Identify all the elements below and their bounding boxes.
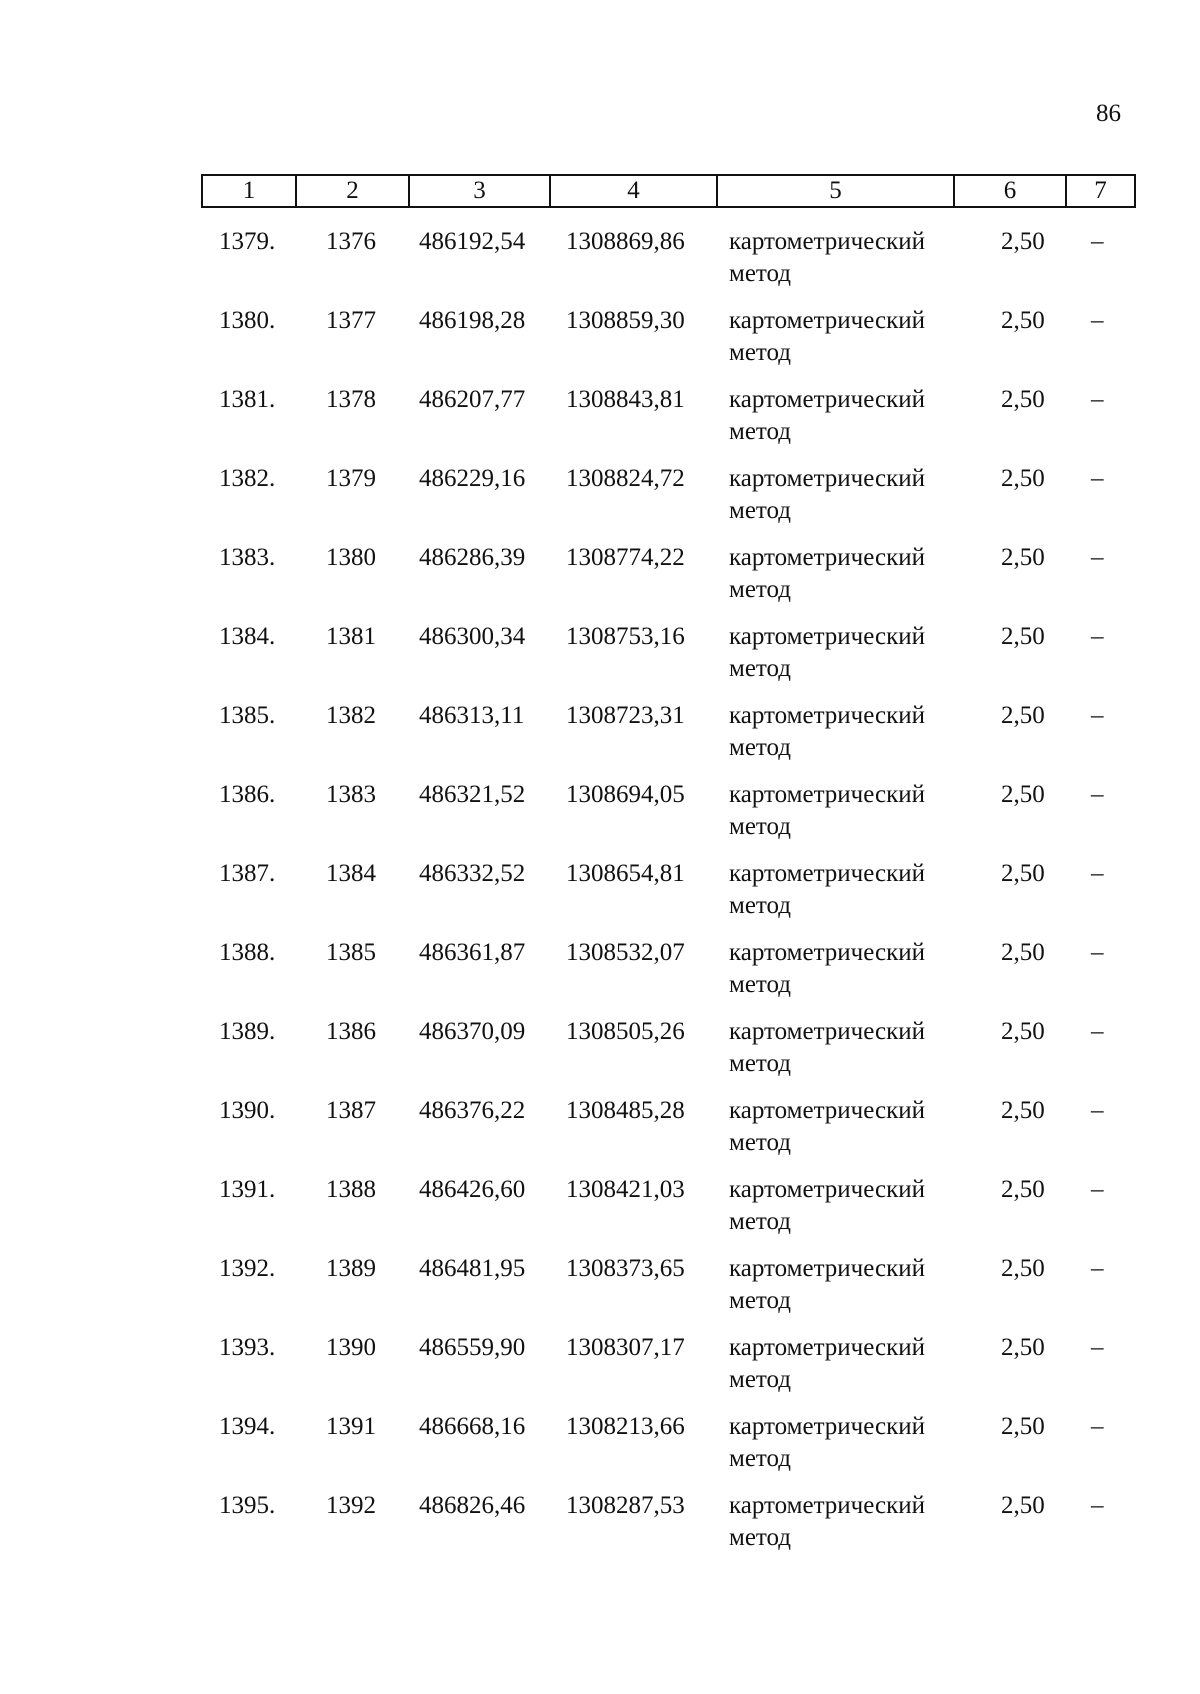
row-number: 1394. xyxy=(219,1413,276,1440)
column-header-7: 7 xyxy=(1066,175,1135,207)
coordinate-x: 486300,34 xyxy=(419,623,526,650)
coordinate-y: 1308421,03 xyxy=(566,1176,685,1203)
accuracy-value: 2,50 xyxy=(1001,1176,1045,1203)
accuracy-value: 2,50 xyxy=(1001,1097,1045,1124)
row-number: 1388. xyxy=(219,939,276,966)
note-value: – xyxy=(1091,465,1104,492)
note-value: – xyxy=(1091,228,1104,255)
note-value: – xyxy=(1091,544,1104,571)
accuracy-value: 2,50 xyxy=(1001,307,1045,334)
table-row xyxy=(0,226,1200,305)
coordinate-x: 486207,77 xyxy=(419,386,526,413)
coordinate-y: 1308307,17 xyxy=(566,1334,685,1361)
method-text-continued: метод xyxy=(729,1129,792,1156)
row-number: 1387. xyxy=(219,860,276,887)
accuracy-value: 2,50 xyxy=(1001,1334,1045,1361)
method-text: картометрический xyxy=(729,939,925,966)
point-number: 1380 xyxy=(326,544,376,571)
table-row xyxy=(0,1411,1200,1490)
column-header-3: 3 xyxy=(409,175,550,207)
coordinate-x: 486192,54 xyxy=(419,228,526,255)
table-row xyxy=(0,1332,1200,1411)
method-text: картометрический xyxy=(729,228,925,255)
method-text-continued: метод xyxy=(729,1208,792,1235)
method-text-continued: метод xyxy=(729,892,792,919)
point-number: 1386 xyxy=(326,1018,376,1045)
point-number: 1392 xyxy=(326,1492,376,1519)
note-value: – xyxy=(1091,386,1104,413)
method-text-continued: метод xyxy=(729,260,792,287)
point-number: 1385 xyxy=(326,939,376,966)
row-number: 1395. xyxy=(219,1492,276,1519)
coordinate-y: 1308824,72 xyxy=(566,465,685,492)
note-value: – xyxy=(1091,1176,1104,1203)
method-text: картометрический xyxy=(729,781,925,808)
method-text-continued: метод xyxy=(729,1050,792,1077)
column-header-5: 5 xyxy=(717,175,954,207)
coordinate-y: 1308723,31 xyxy=(566,702,685,729)
coordinate-x: 486313,11 xyxy=(419,702,525,729)
accuracy-value: 2,50 xyxy=(1001,228,1045,255)
table-row xyxy=(0,384,1200,463)
table-row xyxy=(0,1490,1200,1569)
point-number: 1376 xyxy=(326,228,376,255)
table-row xyxy=(0,700,1200,779)
accuracy-value: 2,50 xyxy=(1001,781,1045,808)
note-value: – xyxy=(1091,1018,1104,1045)
point-number: 1384 xyxy=(326,860,376,887)
row-number: 1385. xyxy=(219,702,276,729)
page-number: 86 xyxy=(1096,100,1121,127)
coordinate-x: 486426,60 xyxy=(419,1176,526,1203)
coordinate-y: 1308505,26 xyxy=(566,1018,685,1045)
table-row xyxy=(0,1016,1200,1095)
table-row xyxy=(0,542,1200,621)
table-row xyxy=(0,621,1200,700)
point-number: 1379 xyxy=(326,465,376,492)
column-header-6: 6 xyxy=(954,175,1066,207)
point-number: 1391 xyxy=(326,1413,376,1440)
coordinate-y: 1308859,30 xyxy=(566,307,685,334)
coordinate-y: 1308869,86 xyxy=(566,228,685,255)
method-text-continued: метод xyxy=(729,971,792,998)
method-text: картометрический xyxy=(729,1018,925,1045)
table-row xyxy=(0,305,1200,384)
coordinate-y: 1308843,81 xyxy=(566,386,685,413)
column-header-4: 4 xyxy=(550,175,717,207)
coordinate-y: 1308753,16 xyxy=(566,623,685,650)
method-text: картометрический xyxy=(729,465,925,492)
point-number: 1387 xyxy=(326,1097,376,1124)
column-header-2: 2 xyxy=(296,175,409,207)
point-number: 1388 xyxy=(326,1176,376,1203)
accuracy-value: 2,50 xyxy=(1001,544,1045,571)
row-number: 1380. xyxy=(219,307,276,334)
method-text: картометрический xyxy=(729,1097,925,1124)
accuracy-value: 2,50 xyxy=(1001,860,1045,887)
row-number: 1383. xyxy=(219,544,276,571)
coordinate-y: 1308373,65 xyxy=(566,1255,685,1282)
method-text-continued: метод xyxy=(729,734,792,761)
note-value: – xyxy=(1091,781,1104,808)
row-number: 1381. xyxy=(219,386,276,413)
table-row xyxy=(0,858,1200,937)
coordinate-x: 486332,52 xyxy=(419,860,526,887)
coordinates-table-body xyxy=(0,226,1200,1569)
row-number: 1384. xyxy=(219,623,276,650)
note-value: – xyxy=(1091,1255,1104,1282)
method-text-continued: метод xyxy=(729,497,792,524)
accuracy-value: 2,50 xyxy=(1001,702,1045,729)
row-number: 1389. xyxy=(219,1018,276,1045)
method-text: картометрический xyxy=(729,1492,925,1519)
table-row xyxy=(0,779,1200,858)
table-row xyxy=(0,1174,1200,1253)
coordinate-x: 486370,09 xyxy=(419,1018,526,1045)
method-text: картометрический xyxy=(729,702,925,729)
accuracy-value: 2,50 xyxy=(1001,386,1045,413)
coordinate-x: 486826,46 xyxy=(419,1492,526,1519)
coordinate-y: 1308287,53 xyxy=(566,1492,685,1519)
note-value: – xyxy=(1091,702,1104,729)
coordinate-x: 486229,16 xyxy=(419,465,526,492)
note-value: – xyxy=(1091,1492,1104,1519)
row-number: 1386. xyxy=(219,781,276,808)
coordinate-x: 486668,16 xyxy=(419,1413,526,1440)
accuracy-value: 2,50 xyxy=(1001,939,1045,966)
method-text-continued: метод xyxy=(729,1524,792,1551)
method-text: картометрический xyxy=(729,1334,925,1361)
accuracy-value: 2,50 xyxy=(1001,465,1045,492)
row-number: 1392. xyxy=(219,1255,276,1282)
coordinate-y: 1308774,22 xyxy=(566,544,685,571)
table-row xyxy=(0,1095,1200,1174)
column-header-table xyxy=(201,174,1136,208)
point-number: 1390 xyxy=(326,1334,376,1361)
method-text-continued: метод xyxy=(729,1366,792,1393)
column-header-1: 1 xyxy=(202,175,296,207)
method-text: картометрический xyxy=(729,1413,925,1440)
table-row xyxy=(0,937,1200,1016)
method-text-continued: метод xyxy=(729,1445,792,1472)
method-text: картометрический xyxy=(729,307,925,334)
accuracy-value: 2,50 xyxy=(1001,623,1045,650)
method-text-continued: метод xyxy=(729,1287,792,1314)
row-number: 1390. xyxy=(219,1097,276,1124)
point-number: 1382 xyxy=(326,702,376,729)
note-value: – xyxy=(1091,1334,1104,1361)
method-text-continued: метод xyxy=(729,418,792,445)
row-number: 1379. xyxy=(219,228,276,255)
coordinate-y: 1308213,66 xyxy=(566,1413,685,1440)
table-row xyxy=(0,463,1200,542)
point-number: 1378 xyxy=(326,386,376,413)
point-number: 1383 xyxy=(326,781,376,808)
method-text: картометрический xyxy=(729,544,925,571)
point-number: 1389 xyxy=(326,1255,376,1282)
note-value: – xyxy=(1091,307,1104,334)
method-text: картометрический xyxy=(729,1176,925,1203)
coordinate-x: 486361,87 xyxy=(419,939,526,966)
table-row xyxy=(0,1253,1200,1332)
note-value: – xyxy=(1091,939,1104,966)
note-value: – xyxy=(1091,1413,1104,1440)
note-value: – xyxy=(1091,623,1104,650)
accuracy-value: 2,50 xyxy=(1001,1255,1045,1282)
coordinate-x: 486286,39 xyxy=(419,544,526,571)
accuracy-value: 2,50 xyxy=(1001,1492,1045,1519)
coordinate-y: 1308532,07 xyxy=(566,939,685,966)
method-text: картометрический xyxy=(729,1255,925,1282)
method-text: картометрический xyxy=(729,386,925,413)
coordinate-x: 486559,90 xyxy=(419,1334,526,1361)
coordinate-x: 486481,95 xyxy=(419,1255,526,1282)
point-number: 1377 xyxy=(326,307,376,334)
row-number: 1393. xyxy=(219,1334,276,1361)
method-text: картометрический xyxy=(729,623,925,650)
coordinate-x: 486198,28 xyxy=(419,307,526,334)
note-value: – xyxy=(1091,1097,1104,1124)
coordinate-x: 486376,22 xyxy=(419,1097,526,1124)
row-number: 1391. xyxy=(219,1176,276,1203)
method-text-continued: метод xyxy=(729,655,792,682)
method-text-continued: метод xyxy=(729,576,792,603)
coordinate-y: 1308654,81 xyxy=(566,860,685,887)
method-text-continued: метод xyxy=(729,339,792,366)
accuracy-value: 2,50 xyxy=(1001,1413,1045,1440)
note-value: – xyxy=(1091,860,1104,887)
coordinate-y: 1308694,05 xyxy=(566,781,685,808)
column-header-row xyxy=(202,175,1135,207)
accuracy-value: 2,50 xyxy=(1001,1018,1045,1045)
coordinate-y: 1308485,28 xyxy=(566,1097,685,1124)
row-number: 1382. xyxy=(219,465,276,492)
method-text: картометрический xyxy=(729,860,925,887)
coordinate-x: 486321,52 xyxy=(419,781,526,808)
method-text-continued: метод xyxy=(729,813,792,840)
point-number: 1381 xyxy=(326,623,376,650)
